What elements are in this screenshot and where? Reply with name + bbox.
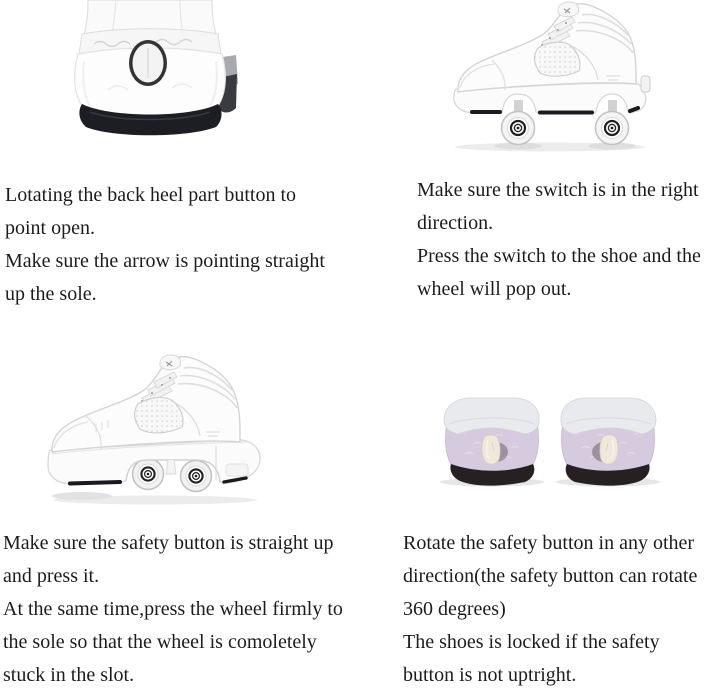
photo-sneaker-wheels-retracted: [40, 354, 275, 511]
instruction-line: Make sure the safety button is straight up: [3, 532, 334, 554]
sneaker-wheels-out-illustration: [448, 0, 653, 152]
right-heel: [556, 398, 660, 487]
left-heel: [440, 398, 544, 487]
instruction-line: stuck in the slot.: [3, 663, 135, 686]
instruction-line: wheel will pop out.: [417, 277, 572, 300]
eyelet: [169, 377, 171, 379]
rear-skate-wheel: [596, 112, 629, 145]
arch-divider: [166, 460, 176, 474]
instructions-step-2: [417, 174, 701, 306]
heel-pair-illustration: [435, 388, 665, 488]
instructions-step-3: [3, 527, 343, 692]
instruction-line: point open.: [5, 216, 95, 239]
eyelet: [161, 384, 163, 386]
front-retracted-wheel: [133, 459, 164, 490]
instruction-line: button is not uptright.: [403, 663, 577, 686]
photo-sneaker-wheels-deployed: [448, 0, 653, 157]
instruction-line: At the same time,press the wheel firmly to: [3, 597, 343, 620]
back-heel-illustration: [60, 0, 240, 142]
instruction-line: direction(the safety button can rotate: [403, 564, 698, 587]
instruction-line: Press the switch to the shoe and the: [417, 244, 701, 267]
instruction-line: direction.: [417, 211, 494, 234]
eyelet: [557, 29, 559, 31]
eyelet: [565, 22, 567, 24]
instruction-line: Lotating the back heel part button to: [5, 184, 297, 206]
instructions-step-4: [403, 527, 697, 692]
sneaker-wheels-in-illustration: [40, 354, 275, 506]
instruction-line: and press it.: [3, 564, 100, 587]
instruction-line: 360 degrees): [403, 597, 506, 620]
front-skate-wheel: [502, 112, 535, 145]
sole-tread: [70, 482, 120, 484]
instruction-line: Make sure the arrow is pointing straight: [5, 249, 325, 272]
instruction-line: Rotate the safety button in any other: [403, 532, 695, 554]
instruction-line: Make sure the switch is in the right: [417, 179, 699, 201]
instruction-line: up the sole.: [5, 282, 97, 305]
instructions-step-1: [5, 179, 325, 311]
photo-back-heel-closeup: [60, 0, 240, 147]
eyelet: [151, 392, 153, 394]
instruction-line: The shoes is locked if the safety: [403, 630, 660, 653]
heel-switch-tab: [641, 76, 650, 92]
sole-tread: [630, 108, 638, 111]
eyelet: [549, 37, 551, 39]
housing-panel: [226, 464, 248, 476]
toe-shadow: [52, 492, 112, 500]
photo-heel-pair-buttons: [435, 388, 665, 493]
instruction-line: the sole so that the wheel is comoletely: [3, 630, 317, 653]
heel-release-button: [129, 40, 167, 86]
rear-retracted-wheel: [181, 461, 212, 492]
